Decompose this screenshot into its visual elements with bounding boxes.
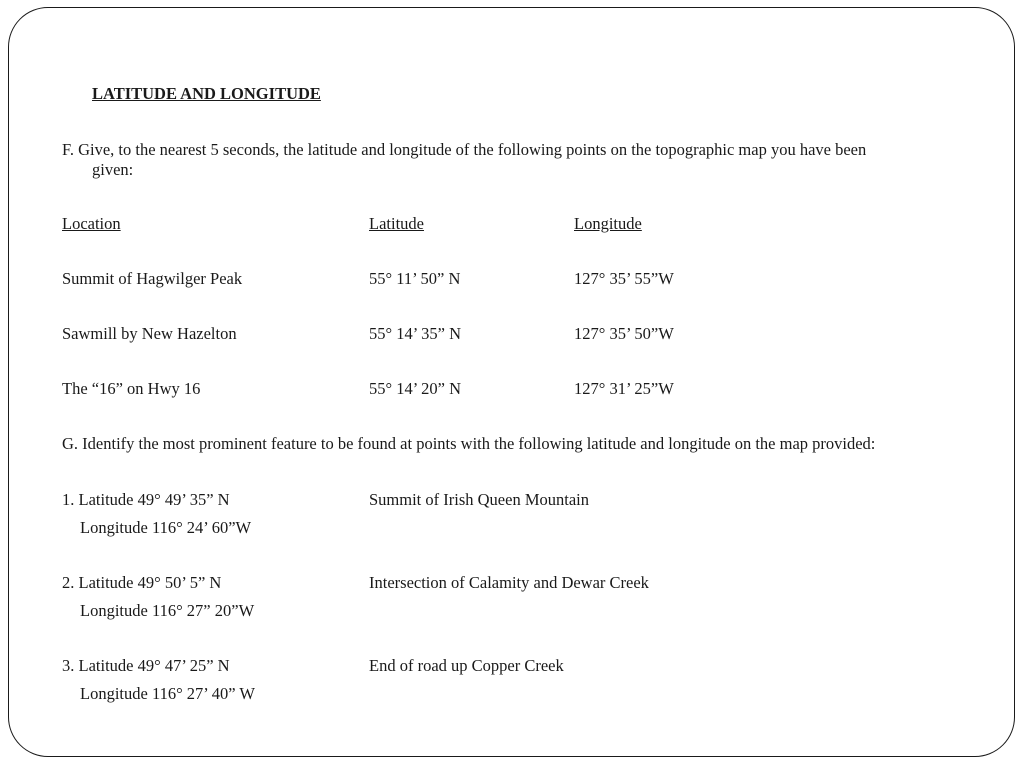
item-answer: Summit of Irish Queen Mountain <box>369 490 589 509</box>
row-longitude: 127° 35’ 50”W <box>574 324 674 343</box>
header-latitude: Latitude <box>369 214 424 233</box>
item-latitude: 2. Latitude 49° 50’ 5” N <box>62 573 222 592</box>
row-longitude: 127° 35’ 55”W <box>574 269 674 288</box>
row-latitude: 55° 14’ 35” N <box>369 324 461 343</box>
item-longitude: Longitude 116° 27’ 40” W <box>80 684 255 703</box>
item-answer: Intersection of Calamity and Dewar Creek <box>369 573 649 592</box>
item-longitude: Longitude 116° 24’ 60”W <box>80 518 252 537</box>
row-longitude: 127° 31’ 25”W <box>574 379 674 398</box>
row-latitude: 55° 11’ 50” N <box>369 269 461 288</box>
header-longitude: Longitude <box>574 214 642 233</box>
row-location: Summit of Hagwilger Peak <box>62 269 243 288</box>
row-latitude: 55° 14’ 20” N <box>369 379 461 398</box>
row-location: The “16” on Hwy 16 <box>62 379 201 398</box>
row-location: Sawmill by New Hazelton <box>62 324 237 343</box>
header-location: Location <box>62 214 121 233</box>
section-f-prompt-continued: given: <box>92 160 134 179</box>
item-latitude: 1. Latitude 49° 49’ 35” N <box>62 490 230 509</box>
section-f-prompt: F. Give, to the nearest 5 seconds, the latitude and longitude of the following points on the topographic map you have been <box>62 140 867 159</box>
section-g-prompt: G. Identify the most prominent feature to be found at points with the following latitude and longitude on the map provided: <box>62 434 876 453</box>
page-title: LATITUDE AND LONGITUDE <box>92 84 321 103</box>
item-longitude: Longitude 116° 27” 20”W <box>80 601 255 620</box>
item-answer: End of road up Copper Creek <box>369 656 564 675</box>
item-latitude: 3. Latitude 49° 47’ 25” N <box>62 656 230 675</box>
